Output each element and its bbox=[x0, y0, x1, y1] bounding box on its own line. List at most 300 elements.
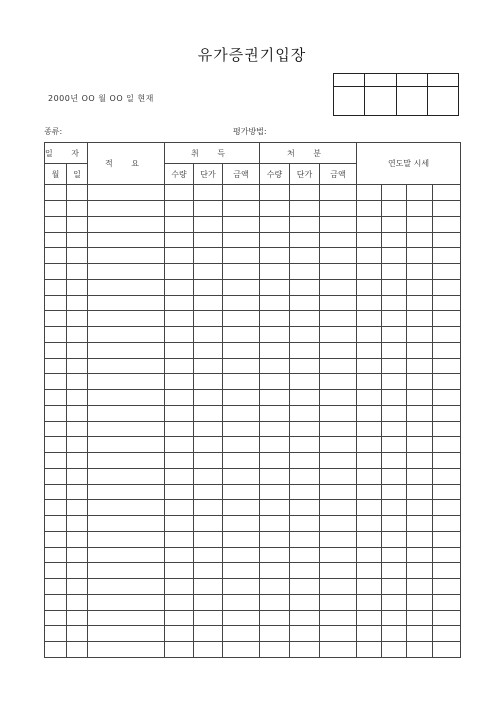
table-cell bbox=[194, 358, 223, 374]
table-cell bbox=[433, 642, 461, 658]
table-cell bbox=[67, 610, 88, 626]
table-cell bbox=[320, 547, 357, 563]
acquisition-header: 취 득 bbox=[165, 143, 260, 164]
table-cell bbox=[433, 516, 461, 532]
table-cell bbox=[290, 311, 320, 327]
table-cell bbox=[45, 437, 67, 453]
table-cell bbox=[260, 594, 290, 610]
table-cell bbox=[320, 626, 357, 642]
table-cell bbox=[45, 216, 67, 232]
table-cell bbox=[165, 405, 194, 421]
table-cell bbox=[260, 437, 290, 453]
table-cell bbox=[357, 327, 382, 343]
table-cell bbox=[320, 594, 357, 610]
table-cell bbox=[433, 295, 461, 311]
table-cell bbox=[433, 216, 461, 232]
table-cell bbox=[290, 594, 320, 610]
table-cell bbox=[67, 437, 88, 453]
table-cell bbox=[320, 642, 357, 658]
table-cell bbox=[407, 453, 433, 469]
table-cell bbox=[223, 342, 260, 358]
table-cell bbox=[88, 327, 165, 343]
table-cell bbox=[67, 500, 88, 516]
table-cell bbox=[407, 437, 433, 453]
table-cell bbox=[433, 563, 461, 579]
table-row bbox=[45, 264, 461, 280]
table-cell bbox=[88, 642, 165, 658]
table-cell bbox=[382, 563, 407, 579]
table-cell bbox=[320, 264, 357, 280]
table-cell bbox=[433, 484, 461, 500]
table-cell bbox=[194, 626, 223, 642]
table-cell bbox=[165, 421, 194, 437]
table-row bbox=[45, 500, 461, 516]
table-cell bbox=[320, 453, 357, 469]
table-cell bbox=[382, 453, 407, 469]
table-cell bbox=[407, 374, 433, 390]
table-cell bbox=[260, 216, 290, 232]
table-cell bbox=[223, 484, 260, 500]
table-cell bbox=[67, 279, 88, 295]
table-cell bbox=[290, 531, 320, 547]
table-cell bbox=[357, 642, 382, 658]
table-cell bbox=[45, 610, 67, 626]
day-header: 일 bbox=[67, 164, 88, 185]
table-cell bbox=[357, 390, 382, 406]
table-cell bbox=[194, 594, 223, 610]
table-cell bbox=[165, 342, 194, 358]
table-cell bbox=[433, 579, 461, 595]
table-cell bbox=[260, 374, 290, 390]
table-cell bbox=[290, 484, 320, 500]
table-cell bbox=[88, 626, 165, 642]
table-cell bbox=[45, 421, 67, 437]
table-cell bbox=[67, 594, 88, 610]
table-cell bbox=[357, 610, 382, 626]
table-cell bbox=[194, 484, 223, 500]
table-cell bbox=[194, 374, 223, 390]
table-cell bbox=[223, 594, 260, 610]
table-cell bbox=[382, 264, 407, 280]
table-cell bbox=[290, 185, 320, 201]
table-cell bbox=[88, 232, 165, 248]
table-cell bbox=[67, 201, 88, 217]
table-cell bbox=[357, 216, 382, 232]
acquisition-amount-header: 금액 bbox=[223, 164, 260, 185]
table-cell bbox=[320, 374, 357, 390]
table-cell bbox=[88, 201, 165, 217]
table-cell bbox=[88, 279, 165, 295]
table-row bbox=[45, 342, 461, 358]
table-cell bbox=[260, 516, 290, 532]
table-cell bbox=[223, 295, 260, 311]
table-cell bbox=[165, 201, 194, 217]
table-row bbox=[45, 531, 461, 547]
table-cell bbox=[45, 547, 67, 563]
table-cell bbox=[320, 563, 357, 579]
table-cell bbox=[223, 216, 260, 232]
table-cell bbox=[88, 311, 165, 327]
table-cell bbox=[67, 563, 88, 579]
table-cell bbox=[433, 327, 461, 343]
table-cell bbox=[223, 500, 260, 516]
table-cell bbox=[320, 437, 357, 453]
table-cell bbox=[407, 232, 433, 248]
table-cell bbox=[382, 579, 407, 595]
table-row bbox=[45, 201, 461, 217]
table-cell bbox=[223, 563, 260, 579]
table-cell bbox=[260, 626, 290, 642]
table-cell bbox=[194, 232, 223, 248]
table-cell bbox=[194, 516, 223, 532]
table-cell bbox=[165, 594, 194, 610]
table-row bbox=[45, 311, 461, 327]
table-cell bbox=[357, 500, 382, 516]
table-cell bbox=[290, 437, 320, 453]
table-cell bbox=[290, 248, 320, 264]
table-cell bbox=[433, 248, 461, 264]
table-row bbox=[45, 453, 461, 469]
table-cell bbox=[290, 453, 320, 469]
table-cell bbox=[260, 453, 290, 469]
table-cell bbox=[320, 358, 357, 374]
table-cell bbox=[260, 500, 290, 516]
table-cell bbox=[67, 390, 88, 406]
approval-box bbox=[333, 73, 459, 116]
table-cell bbox=[357, 185, 382, 201]
table-cell bbox=[67, 311, 88, 327]
table-cell bbox=[88, 531, 165, 547]
table-cell bbox=[407, 201, 433, 217]
table-cell bbox=[382, 390, 407, 406]
table-cell bbox=[290, 500, 320, 516]
table-cell bbox=[165, 626, 194, 642]
table-cell bbox=[67, 232, 88, 248]
table-cell bbox=[320, 421, 357, 437]
table-cell bbox=[88, 358, 165, 374]
table-cell bbox=[223, 248, 260, 264]
table-cell bbox=[67, 547, 88, 563]
table-cell bbox=[433, 547, 461, 563]
table-cell bbox=[67, 468, 88, 484]
acquisition-unit-price-header: 단가 bbox=[194, 164, 223, 185]
table-cell bbox=[407, 484, 433, 500]
table-cell bbox=[45, 405, 67, 421]
table-cell bbox=[433, 358, 461, 374]
table-cell bbox=[260, 232, 290, 248]
acquisition-quantity-header: 수량 bbox=[165, 164, 194, 185]
table-cell bbox=[165, 610, 194, 626]
table-cell bbox=[382, 437, 407, 453]
table-cell bbox=[67, 264, 88, 280]
valuation-method-label: 평가방법: bbox=[233, 127, 267, 136]
table-cell bbox=[67, 516, 88, 532]
table-cell bbox=[357, 279, 382, 295]
table-cell bbox=[194, 563, 223, 579]
table-cell bbox=[290, 626, 320, 642]
table-cell bbox=[407, 216, 433, 232]
table-cell bbox=[320, 531, 357, 547]
table-cell bbox=[45, 327, 67, 343]
table-cell bbox=[67, 579, 88, 595]
table-row bbox=[45, 547, 461, 563]
table-cell bbox=[223, 610, 260, 626]
table-cell bbox=[407, 264, 433, 280]
table-cell bbox=[433, 264, 461, 280]
table-row bbox=[45, 405, 461, 421]
table-cell bbox=[320, 216, 357, 232]
table-cell bbox=[88, 405, 165, 421]
table-cell bbox=[45, 248, 67, 264]
table-cell bbox=[260, 547, 290, 563]
table-cell bbox=[223, 201, 260, 217]
table-cell bbox=[320, 311, 357, 327]
table-cell bbox=[407, 468, 433, 484]
table-cell bbox=[382, 374, 407, 390]
table-cell bbox=[260, 248, 290, 264]
table-cell bbox=[67, 421, 88, 437]
approval-sign-cell bbox=[365, 87, 396, 116]
table-cell bbox=[88, 484, 165, 500]
month-header: 월 bbox=[45, 164, 67, 185]
table-cell bbox=[260, 563, 290, 579]
table-cell bbox=[88, 185, 165, 201]
table-cell bbox=[88, 437, 165, 453]
table-cell bbox=[165, 468, 194, 484]
table-cell bbox=[382, 279, 407, 295]
table-cell bbox=[382, 327, 407, 343]
table-cell bbox=[194, 201, 223, 217]
table-cell bbox=[433, 232, 461, 248]
table-cell bbox=[194, 547, 223, 563]
table-row bbox=[45, 232, 461, 248]
table-cell bbox=[382, 594, 407, 610]
table-cell bbox=[88, 610, 165, 626]
table-cell bbox=[194, 531, 223, 547]
table-cell bbox=[382, 468, 407, 484]
table-cell bbox=[382, 500, 407, 516]
table-cell bbox=[260, 468, 290, 484]
table-cell bbox=[88, 374, 165, 390]
table-cell bbox=[357, 295, 382, 311]
table-cell bbox=[433, 311, 461, 327]
table-cell bbox=[223, 468, 260, 484]
table-cell bbox=[433, 437, 461, 453]
table-cell bbox=[382, 248, 407, 264]
table-row bbox=[45, 468, 461, 484]
table-cell bbox=[88, 594, 165, 610]
table-cell bbox=[67, 626, 88, 642]
table-cell bbox=[165, 390, 194, 406]
table-cell bbox=[88, 547, 165, 563]
table-cell bbox=[260, 264, 290, 280]
table-cell bbox=[320, 201, 357, 217]
table-row bbox=[45, 185, 461, 201]
table-cell bbox=[260, 279, 290, 295]
table-cell bbox=[67, 216, 88, 232]
table-cell bbox=[223, 390, 260, 406]
table-cell bbox=[194, 453, 223, 469]
table-cell bbox=[357, 421, 382, 437]
table-cell bbox=[223, 642, 260, 658]
table-row bbox=[45, 358, 461, 374]
table-cell bbox=[45, 342, 67, 358]
table-row bbox=[45, 279, 461, 295]
table-cell bbox=[320, 516, 357, 532]
table-row bbox=[45, 295, 461, 311]
table-cell bbox=[320, 579, 357, 595]
table-row bbox=[45, 642, 461, 658]
table-cell bbox=[407, 279, 433, 295]
table-cell bbox=[45, 500, 67, 516]
table-cell bbox=[165, 484, 194, 500]
table-row bbox=[45, 327, 461, 343]
table-cell bbox=[260, 642, 290, 658]
table-cell bbox=[320, 279, 357, 295]
table-cell bbox=[165, 279, 194, 295]
table-cell bbox=[357, 342, 382, 358]
table-cell bbox=[67, 374, 88, 390]
table-cell bbox=[45, 185, 67, 201]
table-cell bbox=[357, 531, 382, 547]
table-cell bbox=[194, 579, 223, 595]
table-cell bbox=[433, 610, 461, 626]
table-cell bbox=[223, 185, 260, 201]
table-cell bbox=[433, 279, 461, 295]
table-cell bbox=[260, 295, 290, 311]
table-cell bbox=[290, 547, 320, 563]
table-cell bbox=[88, 579, 165, 595]
table-cell bbox=[194, 342, 223, 358]
table-row bbox=[45, 563, 461, 579]
table-cell bbox=[382, 232, 407, 248]
table-cell bbox=[290, 405, 320, 421]
approval-sign-cell bbox=[334, 87, 365, 116]
table-cell bbox=[260, 531, 290, 547]
approval-sign-cell bbox=[396, 87, 427, 116]
ledger-table bbox=[44, 142, 461, 658]
table-cell bbox=[223, 264, 260, 280]
table-cell bbox=[194, 390, 223, 406]
table-cell bbox=[382, 185, 407, 201]
table-cell bbox=[45, 374, 67, 390]
table-cell bbox=[67, 327, 88, 343]
table-cell bbox=[223, 421, 260, 437]
table-row bbox=[45, 437, 461, 453]
table-cell bbox=[45, 201, 67, 217]
table-cell bbox=[433, 185, 461, 201]
table-row bbox=[45, 421, 461, 437]
table-cell bbox=[382, 531, 407, 547]
table-cell bbox=[165, 579, 194, 595]
summary-header: 적 요 bbox=[88, 143, 165, 185]
table-cell bbox=[88, 563, 165, 579]
table-cell bbox=[382, 405, 407, 421]
table-cell bbox=[357, 594, 382, 610]
table-cell bbox=[45, 594, 67, 610]
table-cell bbox=[320, 484, 357, 500]
table-cell bbox=[194, 216, 223, 232]
table-cell bbox=[290, 279, 320, 295]
table-cell bbox=[407, 579, 433, 595]
table-cell bbox=[290, 563, 320, 579]
table-cell bbox=[45, 232, 67, 248]
table-cell bbox=[165, 216, 194, 232]
table-cell bbox=[194, 264, 223, 280]
table-cell bbox=[88, 216, 165, 232]
table-cell bbox=[433, 342, 461, 358]
table-cell bbox=[290, 468, 320, 484]
table-cell bbox=[165, 374, 194, 390]
date-header: 일 자 bbox=[45, 143, 88, 164]
table-cell bbox=[88, 295, 165, 311]
table-cell bbox=[260, 579, 290, 595]
table-cell bbox=[290, 610, 320, 626]
table-cell bbox=[320, 232, 357, 248]
disposal-unit-price-header: 단가 bbox=[290, 164, 320, 185]
table-cell bbox=[320, 390, 357, 406]
table-cell bbox=[382, 311, 407, 327]
table-cell bbox=[165, 547, 194, 563]
table-cell bbox=[223, 626, 260, 642]
table-cell bbox=[320, 468, 357, 484]
table-cell bbox=[433, 531, 461, 547]
table-cell bbox=[290, 421, 320, 437]
table-cell bbox=[45, 531, 67, 547]
table-cell bbox=[290, 390, 320, 406]
table-cell bbox=[260, 185, 290, 201]
table-cell bbox=[165, 264, 194, 280]
table-cell bbox=[382, 295, 407, 311]
table-row bbox=[45, 594, 461, 610]
table-cell bbox=[67, 358, 88, 374]
table-cell bbox=[407, 594, 433, 610]
table-cell bbox=[320, 327, 357, 343]
table-cell bbox=[382, 358, 407, 374]
table-cell bbox=[67, 295, 88, 311]
table-row bbox=[45, 390, 461, 406]
table-cell bbox=[290, 201, 320, 217]
table-cell bbox=[67, 405, 88, 421]
table-cell bbox=[357, 264, 382, 280]
table-cell bbox=[194, 642, 223, 658]
document-title: 유가증권기입장 bbox=[197, 46, 307, 64]
table-cell bbox=[194, 500, 223, 516]
table-cell bbox=[382, 547, 407, 563]
table-cell bbox=[407, 610, 433, 626]
table-cell bbox=[67, 642, 88, 658]
table-cell bbox=[433, 421, 461, 437]
approval-header-cell bbox=[396, 74, 427, 87]
table-cell bbox=[165, 516, 194, 532]
table-cell bbox=[382, 642, 407, 658]
table-cell bbox=[382, 484, 407, 500]
table-cell bbox=[407, 626, 433, 642]
table-cell bbox=[45, 626, 67, 642]
table-cell bbox=[357, 405, 382, 421]
table-cell bbox=[194, 437, 223, 453]
table-cell bbox=[290, 642, 320, 658]
table-cell bbox=[320, 342, 357, 358]
table-cell bbox=[223, 374, 260, 390]
table-cell bbox=[45, 453, 67, 469]
table-cell bbox=[260, 390, 290, 406]
table-cell bbox=[260, 201, 290, 217]
table-cell bbox=[433, 500, 461, 516]
table-cell bbox=[165, 358, 194, 374]
table-cell bbox=[45, 358, 67, 374]
table-cell bbox=[88, 390, 165, 406]
